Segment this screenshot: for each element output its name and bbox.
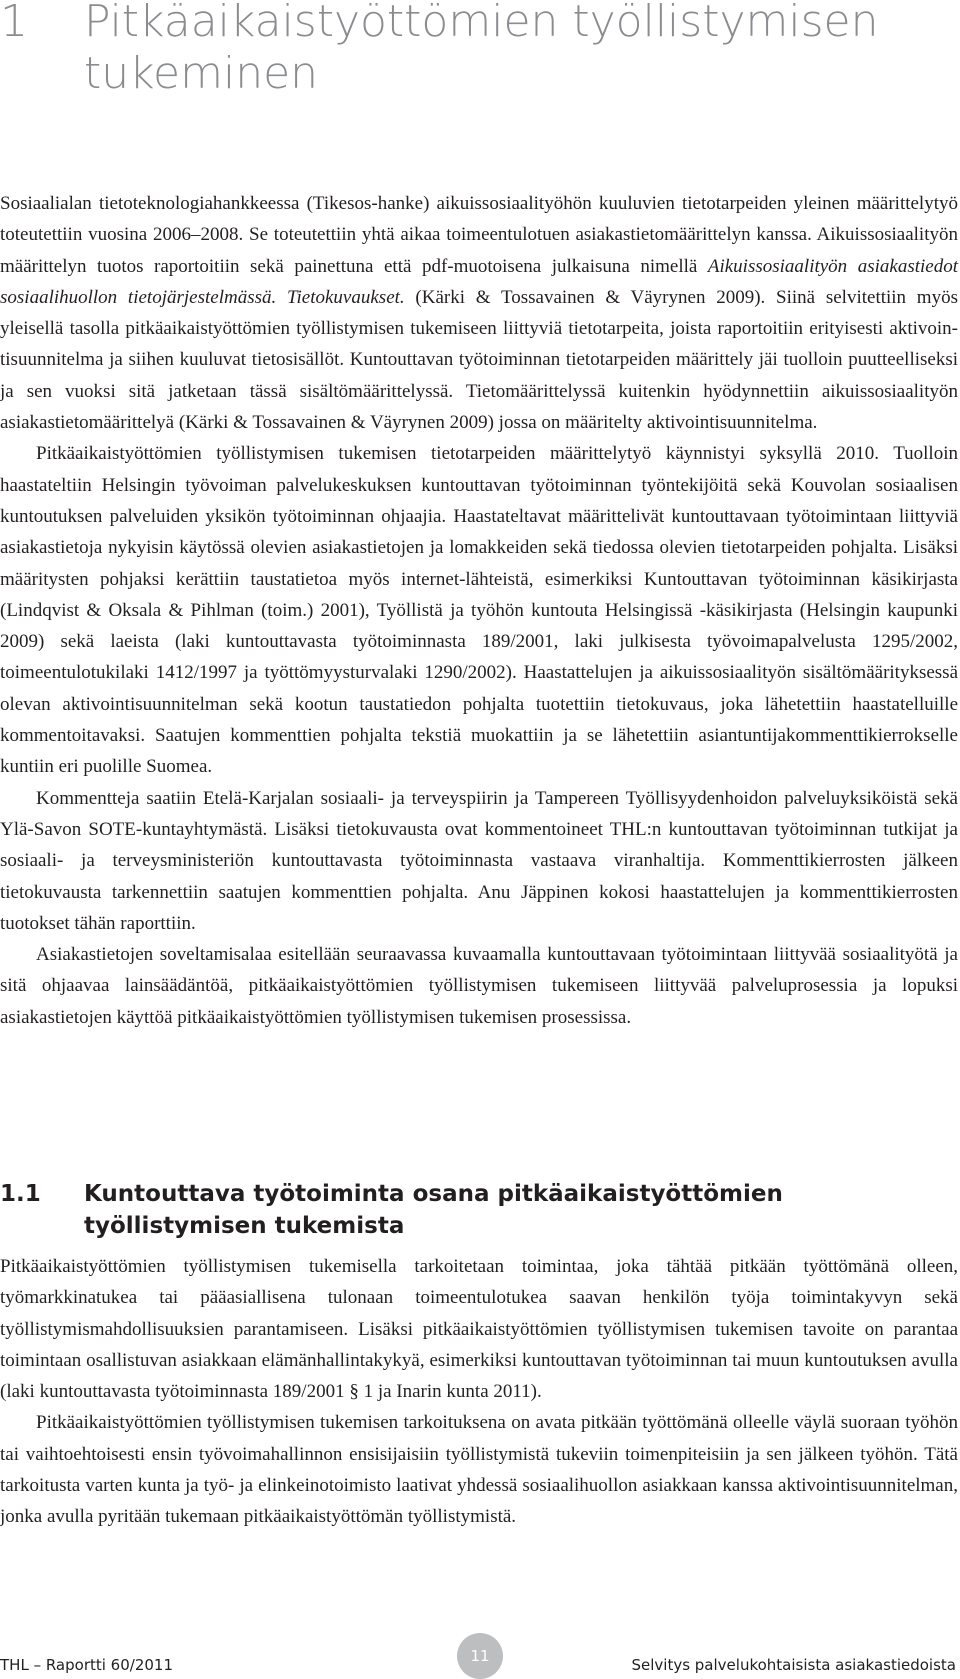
- page-number-badge: 11: [457, 1633, 503, 1679]
- paragraph-1: [0, 188, 958, 438]
- paragraph-1-text-b: (Kärki & Tossavainen & Väyrynen 2009). Siinä selvitettiin myös yleisellä tasolla pitkäaikaistyöttömien työllistymisen tukemiseen liittyviä tietotarpeita, joista raportoitiin erityisesti aktivointisuunnitelma ja siihen kuuluvat tietosisällöt. Kuntouttavan työtoiminnan tietotarpeiden määrittely jäi tuolloin puutteelliseksi ja sen vuoksi sitä jatketaan tässä sisältömäärittelyssä. Tietomäärittelyssä kuitenkin hyödynnettiin aikuissosiaalityön asiakastietomäärittelyä (Kärki & Tossavainen & Väyrynen 2009) jossa on määritelty aktivointisuunnitelma.: [0, 286, 958, 434]
- footer-report-title: Selvitys palvelukohtaisista asiakastiedoista: [631, 1656, 956, 1674]
- page-footer: [0, 1647, 958, 1679]
- footer-report-name: THL – Raportti 60/2011: [0, 1656, 173, 1674]
- section-paragraph-1: Pitkäaikaistyöttömien työllistymisen tukemisella tarkoitetaan toimintaa, joka tähtää pitkään työttömänä olleen, työmarkkinatukea tai pääasiallisena tulonaan toimeentulotukea saavan henkilön työja toimintakyvyn sekä työllistymismahdollisuuksien parantamiseen. Lisäksi pitkäaikaistyöttömien työllistymisen tukemisen tavoite on parantaa toimintaan osallistuvan asiakkaan elämänhallintakykyä, esimerkiksi kuntouttavan työtoiminnan tai muun kuntoutuksen avulla (laki kuntouttavasta työtoiminnasta 189/2001 § 1 ja Inarin kunta 2011).: [0, 1256, 958, 1403]
- section-paragraph-2: Pitkäaikaistyöttömien työllistymisen tukemisen tarkoituksena on avata pitkään työttömänä olleelle väylä suoraan työhön tai vaihtoehtoisesti ensin työvoimahallinnon ensisijaisiin työllistymistä tukeviin toimenpiteisiin ja sen jälkeen työhön. Tätä tarkoitusta varten kunta ja työ- ja elinkeinotoimisto laativat yhdessä sosiaalihuollon asiakkaan kanssa aktivointisuunnitelman, jonka avulla pyritään tukemaan pitkäaikaistyöttömän työllistymistä.: [0, 1412, 958, 1528]
- publication-title-italic: Aikuissosiaalityön asiakastiedot sosiaalihuollon tietojärjestelmässä. Tietokuvaukset.: [0, 255, 958, 308]
- paragraph-4: Asiakastietojen soveltamisalaa esitellään seuraavassa kuvaamalla kuntouttavaan työtoimintaan liittyvää sosiaalityötä ja sitä ohjaavaa lainsäädäntöä, pitkäaikaistyöttömien työllistymisen tukemiseen liittyvää palveluprosessia ja lopuksi asiakastietojen käyttöä pitkäaikaistyöttömien työllistymisen tukemisen prosessissa.: [0, 944, 958, 1028]
- chapter-body-text: [0, 188, 958, 1033]
- paragraph-1-text-a: Sosiaalialan tietoteknologiahankkeessa (Tikesos-hanke) aikuissosiaalityöhön kuuluvien tietotarpeiden yleinen määrittelytyö toteutettiin vuosina 2006–2008. Se toteutettiin yhtä aikaa toimeentulotuen asiakastietomäärittelyn kanssa. Aikuissosiaalityön määrittelyn tuotos raportoitiin sekä painettuna että pdf-muotoisena julkaisuna nimellä: [0, 193, 958, 277]
- chapter-title: Pitkäaikaistyöttömien työllistymisen tukeminen: [84, 0, 879, 99]
- paragraph-3: Kommentteja saatiin Etelä-Karjalan sosiaali- ja terveyspiirin ja Tampereen Työllisyydenhoidon palveluyksiköistä sekä Ylä-Savon SOTE-kuntayhtymästä. Lisäksi tietokuvausta ovat kommentoineet THL:n kuntouttavan työtoiminnan tutkijat ja sosiaali- ja terveysministeriön kuntouttavasta työtoiminnasta vastaava viranhaltija. Kommenttikierrosten jälkeen tietokuvausta tarkennettiin saatujen kommenttien pohjalta. Anu Jäppinen kokosi haastattelujen ja kommenttikierrosten tuotokset tähän raporttiin.: [0, 787, 958, 934]
- paragraph-2: Pitkäaikaistyöttömien työllistymisen tukemisen tietotarpeiden määrittelytyö käynnistyi syksyllä 2010. Tuolloin haastateltiin Helsingin työvoiman palvelukeskuksen kuntouttavan työtoiminnan työntekijöitä sekä Kouvolan sosiaalisen kuntoutuksen palveluiden yksikön työtoiminnan ohjaajia. Haastateltavat määrittelivät kuntouttavaan työtoimintaan liittyviä asiakastietoja nykyisin käytössä olevien asiakastietojen ja lomakkeiden sekä tiedossa olevien tietotarpeiden pohjalta. Lisäksi määritysten pohjaksi kerättiin taustatietoa myös internet-lähteistä, esimerkiksi Kuntouttavan työtoiminnan käsikirjasta (Lindqvist & Oksala & Pihlman (toim.) 2001), Työllistä ja työhön kuntouta Helsingissä -käsikirjasta (Helsingin kaupunki 2009) sekä laeista (laki kuntouttavasta työtoiminnasta 189/2001, laki julkisesta työvoimapalvelusta 1295/2002, toimeentulotukilaki 1412/1997 ja työttömyysturvalaki 1290/2002). Haastattelujen ja aikuissosiaalityön sisältömäärityksessä olevan aktivointisuunnitelman sekä kootun taustatiedon pohjalta tuotettiin tietokuvaus, joka lähetettiin haastatelluille kommentoitavaksi. Saatujen kommenttien pohjalta tekstiä muokattiin ja se lähetettiin asiantuntijakommenttikierrokselle kuntiin eri puolille Suomea.: [0, 443, 958, 778]
- chapter-number: 1: [0, 0, 28, 47]
- section-title: Kuntouttava työtoiminta osana pitkäaikaistyöttömien työllistymisen tukemista: [84, 1181, 783, 1239]
- section-body-text: [0, 1251, 958, 1533]
- section-number: 1.1: [0, 1181, 41, 1207]
